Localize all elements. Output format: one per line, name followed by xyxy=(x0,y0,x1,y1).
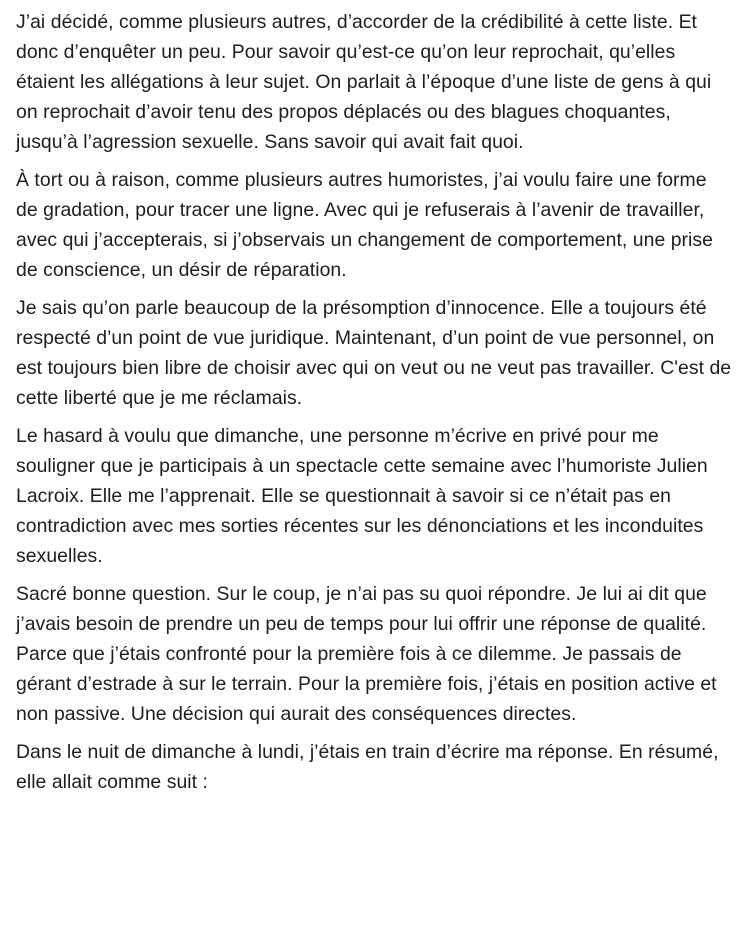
paragraph: À tort ou à raison, comme plusieurs autres humoristes, j’ai voulu faire une forme de gradation, pour tracer une ligne. Avec qui je refuserais à l’avenir de travailler, avec qui j’accepterais, si j’observais un changement de comportement, une prise de conscience, un désir de réparation. xyxy=(16,169,713,281)
paragraph: Je sais qu’on parle beaucoup de la présomption d’innocence. Elle a toujours été respecté d’un point de vue juridique. Maintenant, d’un point de vue personnel, on est toujours bien libre de choisir avec qui on veut ou ne veut pas travailler. C'est de cette liberté que je me réclamais. xyxy=(16,297,732,409)
paragraph: J’ai décidé, comme plusieurs autres, d’accorder de la crédibilité à cette liste. Et donc d’enquêter un peu. Pour savoir qu’est-ce qu’on leur reprochait, qu’elles étaient les allégations à leur sujet. On parlait à l’époque d’une liste de gens à qui on reprochait d’avoir tenu des propos déplacés ou des blagues choquantes, jusqu’à l’agression sexuelle. Sans savoir qui avait fait quoi. xyxy=(16,11,712,153)
paragraph: Sacré bonne question. Sur le coup, je n’ai pas su quoi répondre. Je lui ai dit que j’avais besoin de prendre un peu de temps pour lui offrir une réponse de qualité. Parce que j’étais confronté pour la première fois à ce dilemme. Je passais de gérant d’estrade à sur le terrain. Pour la première fois, j’étais en position active et non passive. Une décision qui aurait des conséquences directes. xyxy=(16,583,717,725)
paragraph: Dans le nuit de dimanche à lundi, j’étais en train d’écrire ma réponse. En résumé, elle allait comme suit : xyxy=(16,741,719,793)
paragraph: Le hasard à voulu que dimanche, une personne m’écrive en privé pour me souligner que je participais à un spectacle cette semaine avec l’humoriste Julien Lacroix. Elle me l’apprenait. Elle se questionnait à savoir si ce n’était pas en contradiction avec mes sorties récentes sur les dénonciations et les inconduites sexuelles. xyxy=(16,425,708,567)
